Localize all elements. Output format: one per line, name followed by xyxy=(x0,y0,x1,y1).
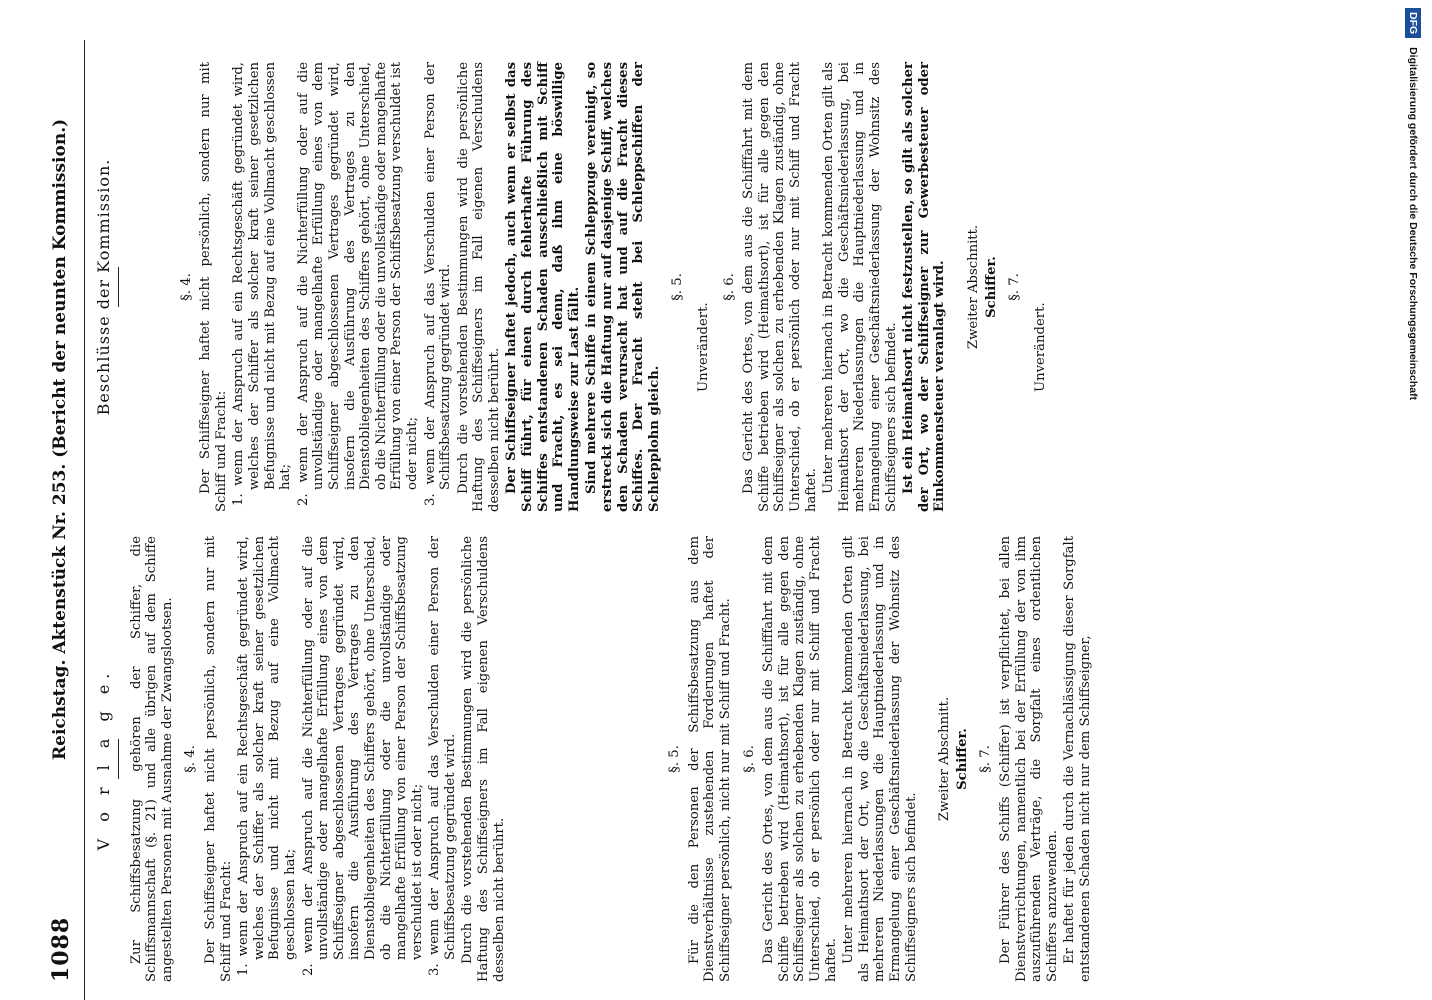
section-4-item-3: 3. wenn der Anspruch auf das Verschulden einer Person der Schiffsbesatzung gegründet wird. xyxy=(427,536,458,976)
section-4-item-1: 1. wenn der Anspruch auf ein Rechtsgeschäft gegründet wird, welches der Schiffer als solcher kraft seiner gesetzlichen Befugnisse und nicht mit Bezug auf eine Vollmacht geschlossen hat; xyxy=(231,62,294,506)
abschnitt-subheading: Schiffer. xyxy=(983,256,999,318)
section-7-text: Der Führer des Schiffs (Schiffer) ist verpflichtet, bei allen Dienstverrichtungen, namentlich bei der Erfüllung der von ihm auszuführenden Verträge, die Sorgfalt eines ordentlichen Schiffers anzuwenden. xyxy=(997,536,1060,982)
section-4-lead: Der Schiffseigner haftet nicht persönlich, sondern nur mit Schiff und Fracht: xyxy=(202,536,234,982)
section-5-text: Für die den Personen der Schiffsbesatzung aus dem Dienstverhältnisse zustehenden Forderungen haftet der Schiffseigner persönlich, nicht nur mit Schiff und Fracht. xyxy=(686,536,734,982)
section-5-heading: §. 5. xyxy=(667,745,683,773)
section-6-text: Das Gericht des Ortes, von dem aus die Schifffahrt mit dem Schiffe betrieben wird (Heimathsort), ist für alle gegen den Schiffseigner als solchen zu erhebenden Klagen zuständig, ohne Unterschied, ob er persönlich oder nur mit Schiff und Fracht haftet. xyxy=(761,536,839,982)
page-header xyxy=(40,40,85,1000)
section-4-item-3: 3. wenn der Anspruch auf das Verschulden einer Person der Schiffsbesatzung gegründet wird. xyxy=(422,62,454,506)
section-7-heading: §. 7. xyxy=(1007,273,1023,301)
section-5-text: Unverändert. xyxy=(696,302,711,392)
section-4-lead: Der Schiffseigner haftet nicht persönlich, sondern nur mit Schiff und Fracht: xyxy=(198,62,229,512)
section-6-heading: §. 6. xyxy=(721,273,737,301)
section-4-amendment: Der Schiffseigner haftet jedoch, auch wenn er selbst das Schiff führt, für einen durch fehlerhafte Führung des Schiffes entstandenen Schaden ausschließlich mit Schiff und Fracht, es sei denn, daß ihm eine böswillige Handlungsweise zur Last fällt. xyxy=(504,62,582,512)
spacer xyxy=(129,62,171,512)
section-6-text: Das Gericht des Ortes, von dem aus die Schifffahrt mit dem Schiffe betrieben wird (Heimathsort), ist für alle gegen den Schiffseigner als solchen zu erhebenden Klagen zuständig, ohne Unterschied, ob er persönlich oder nur mit Schiff und Fracht haftet. xyxy=(741,62,819,512)
column-title-beschluesse: Beschlüsse der Kommission. xyxy=(94,158,113,416)
section-4-item-1: 1. wenn der Anspruch auf ein Rechtsgeschäft gegründet wird, welches der Schiffer als solcher kraft seiner gesetzlichen Befugnisse und nicht mit Bezug auf eine Vollmacht geschlossen hat; xyxy=(236,536,298,976)
page-number: 1088 xyxy=(48,916,74,982)
abschnitt-heading: Zweiter Abschnitt. xyxy=(937,696,953,822)
section-6-text-2: Unter mehreren hiernach in Betracht kommenden Orten gilt als Heimathsort der Ort, wo die Geschäftsniederlassung, bei mehreren Niederlassungen die Hauptniederlassung und in Ermangelung einer Geschäftsniederlassung der Wohnsitz des Schiffseigners sich befindet. xyxy=(841,536,919,982)
section-4-item-2: 2. wenn der Anspruch auf die Nichterfüllung oder auf die unvollständige oder mangelhafte Erfüllung eines von dem Schiffseigner abgeschlossenen Vertrages gegründet wird, insofern die Ausführung des Vertrages zu den Dienstobliegenheiten des Schiffers gehört, ohne Unterschied, ob die Nichterfüllung oder die unvollständige oder mangelhafte Erfüllung von einer Person der Schiffsbesatzung verschuldet ist oder nicht; xyxy=(295,62,420,506)
column-divider xyxy=(96,523,1356,524)
title-rule xyxy=(118,739,119,779)
section-4-heading: §. 4. xyxy=(178,273,194,301)
section-4-tail: Durch die vorstehenden Bestimmungen wird die persönliche Haftung des Schiffseigners im Fall eigenen Verschuldens desselben nicht berührt. xyxy=(455,62,502,512)
page-title: Reichstag. Aktenstück Nr. 253. (Bericht der neunten Kommission.) xyxy=(50,118,70,760)
section-5-heading: §. 5. xyxy=(670,273,686,301)
section-4-tail: Durch die vorstehenden Bestimmungen wird die persönliche Haftung des Schiffseigners im Fall eigenen Verschuldens desselben nicht berührt. xyxy=(460,536,507,982)
section-4-heading: §. 4. xyxy=(183,745,199,773)
title-rule xyxy=(118,267,119,307)
intro-paragraph: Zur Schiffsbesatzung gehören der Schiffer, die Schiffsmannschaft (§. 21) und alle übrigen auf dem Schiffe angestellten Personen mit Ausnahme der Zwangslootsen. xyxy=(128,536,175,982)
column-vorlage xyxy=(96,536,1096,982)
section-7-text: Unverändert. xyxy=(1032,302,1048,392)
abschnitt-subheading: Schiffer. xyxy=(954,728,970,790)
section-6-text-2: Unter mehreren hiernach in Betracht kommenden Orten gilt als Heimathsort der Ort, wo die Geschäftsniederlassung, bei mehreren Niederlassungen die Hauptniederlassung und in Ermangelung einer Geschäftsniederlassung der Wohnsitz des Schiffseigners sich befindet. xyxy=(821,62,899,512)
section-6-heading: §. 6. xyxy=(741,745,757,773)
dfg-watermark xyxy=(1400,8,1426,568)
section-4-item-2: 2. wenn der Anspruch auf die Nichterfüllung oder auf die unvollständige oder mangelhafte Erfüllung eines von dem Schiffseigner abgeschlossenen Vertrages gegründet wird, insofern die Ausführung des Vertrages zu den Dienstobliegenheiten des Schiffers gehört, ohne Unterschied, ob die Nichterfüllung oder die unvollständige oder mangelhafte Erfüllung von einer Person der Schiffsbesatzung verschuldet ist oder nicht; xyxy=(300,536,425,976)
section-7-text-2: Er haftet für jeden durch die Vernachlässigung dieser Sorgfalt entstandenen Schaden nicht nur dem Schiffseigner, xyxy=(1062,536,1093,982)
dfg-credit-text: Digitalisierung gefördert durch die Deutsche Forschungsgemeinschaft xyxy=(1407,47,1419,401)
section-6-amendment: Ist ein Heimathsort nicht festzustellen, so gilt als solcher der Ort, wo der Schiffseigner zur Gewerbesteuer oder Einkommensteuer veranlagt wird. xyxy=(901,62,948,512)
spacer xyxy=(509,536,659,982)
column-title-vorlage: V o r l a g e. xyxy=(94,667,113,851)
column-beschluesse xyxy=(96,62,1058,512)
section-7-heading: §. 7. xyxy=(978,745,994,773)
dfg-logo-icon: DFG xyxy=(1405,8,1421,38)
abschnitt-heading: Zweiter Abschnitt. xyxy=(965,224,981,350)
rotated-document-page xyxy=(40,40,1400,1000)
section-4-amendment-2: Sind mehrere Schiffe in einem Schleppzuge vereinigt, so erstreckt sich die Haftung nur auf dasjenige Schiff, welches den Schaden verursacht hat und auf die Fracht dieses Schiffes. Der Fracht steht bei Schleppschiffen der Schlepplohn gleich. xyxy=(584,62,662,512)
